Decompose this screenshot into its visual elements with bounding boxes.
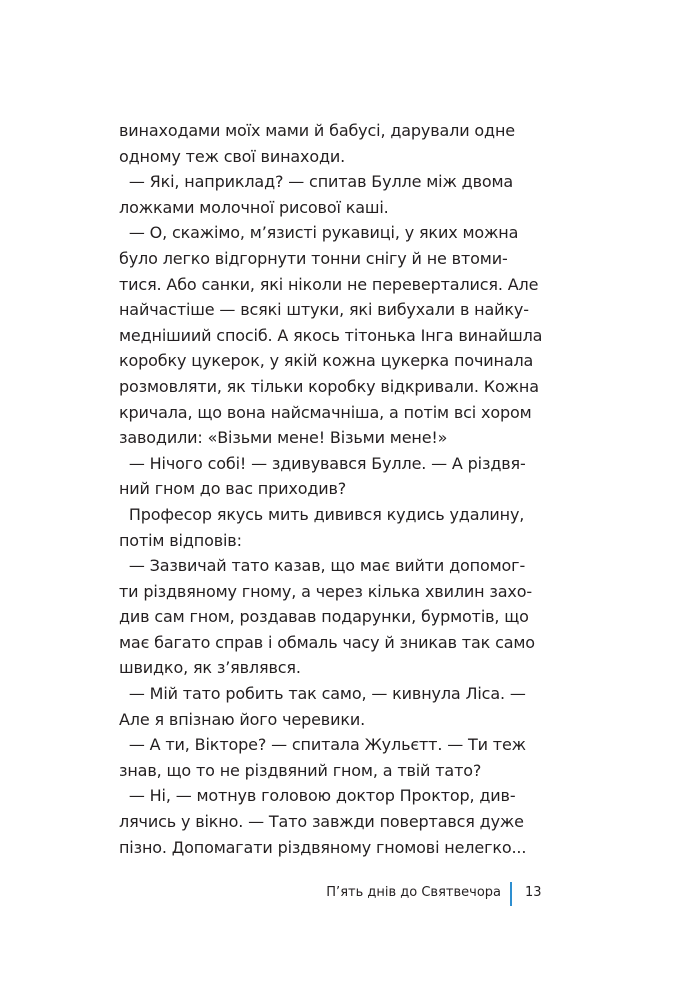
text-line: потім відповів: [119, 530, 242, 550]
text-line: — Зазвичай тато казав, що має вийти допомог- [119, 556, 526, 576]
text-line: кричала, що вона найсмачніша, а потім всі хором [119, 402, 532, 422]
text-line: швидко, як з’являвся. [119, 658, 301, 678]
text-line: — А ти, Вікторе? — спитала Жульєтт. — Ти теж [119, 735, 526, 755]
text-line: — Які, наприклад? — спитав Булле між двома [119, 172, 514, 192]
text-line: знав, що то не різдвяний гном, а твій тато? [119, 760, 482, 780]
page-number: 13 [525, 885, 542, 900]
text-line: ний гном до вас приходив? [119, 479, 347, 499]
text-line: винаходами моїх мами й бабусі, дарували одне [119, 121, 515, 140]
text-line: пізно. Допомагати різдвяному гномові нелегко... [119, 837, 527, 857]
text-line: коробку цукерок, у якій кожна цукерка починала [119, 351, 534, 371]
text-line: — Нічого собі! — здивувався Булле. — А різдвя- [119, 453, 526, 473]
text-line: Але я впізнаю його черевики. [119, 709, 366, 729]
text-line: має багато справ і обмаль часу й зникав так само [119, 632, 535, 652]
text-line: Професор якусь мить дивився кудись удалину, [119, 504, 525, 524]
text-line: меднішиий спосіб. А якось тітонька Інга винайшла [119, 325, 543, 345]
text-line: — Мій тато робить так само, — кивнула Ліса. — [119, 684, 526, 704]
text-line: одному теж свої винаходи. [119, 146, 346, 166]
text-line: — Ні, — мотнув головою доктор Проктор, див- [119, 786, 516, 806]
body-text [119, 118, 559, 860]
footer-divider [510, 882, 512, 906]
running-title: П’ять днів до Святвечора [326, 885, 501, 900]
text-line: — О, скажімо, м’язисті рукавиці, у яких можна [119, 223, 519, 243]
text-line: ложками молочної рисової каші. [119, 197, 389, 217]
text-line: тися. Або санки, які ніколи не переверталися. Але [119, 274, 539, 294]
text-line: найчастіше — всякі штуки, які вибухали в найку- [119, 300, 529, 320]
text-line: лячись у вікно. — Тато завжди повертався дуже [119, 812, 524, 832]
text-line: було легко відгорнути тонни снігу й не втоми- [119, 248, 508, 268]
text-line: заводили: «Візьми мене! Візьми мене!» [119, 428, 448, 448]
page-footer [0, 881, 679, 909]
text-line: див сам гном, роздавав подарунки, бурмотів, що [119, 607, 529, 627]
text-line: ти різдвяному гному, а через кілька хвилин захо- [119, 581, 532, 601]
text-line: розмовляти, як тільки коробку відкривали. Кожна [119, 376, 539, 396]
